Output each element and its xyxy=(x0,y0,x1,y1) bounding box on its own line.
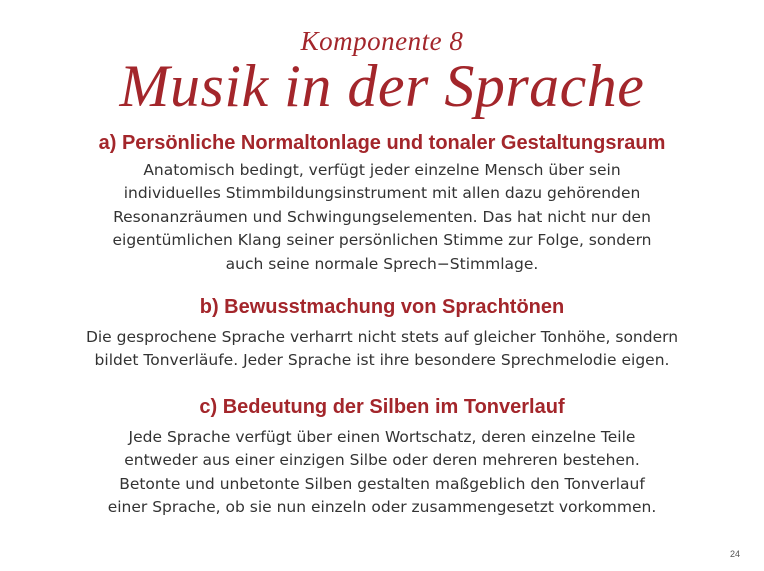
section-a xyxy=(0,130,764,276)
section-body: Jede Sprache verfügt über einen Wortschatz, deren einzelne Teile entweder aus einer einzigen Silbe oder deren mehreren bestehen. Betonte und unbetonte Silben gestalten maßgeblich den Tonverlauf einer Sprache, ob sie nun einzeln oder zusammengesetzt vorkommen. xyxy=(107,428,657,517)
section-c xyxy=(0,394,764,520)
section-b xyxy=(0,294,764,373)
page-title: Musik in der Sprache xyxy=(119,53,645,119)
component-label: Komponente 8 xyxy=(300,26,464,56)
section-heading: a) Persönliche Normaltonlage und tonaler Gestaltungsraum xyxy=(98,132,666,154)
section-body: Anatomisch bedingt, verfügt jeder einzelne Mensch über sein individuelles Stimmbildungsinstrument mit allen dazu gehörenden Resonanzräumen und Schwingungselementen. Das hat nicht nur den eigentümlichen Klang seiner persönlichen Stimme zur Folge, sondern auch seine normale Sprech−Stimmlage. xyxy=(112,161,652,273)
section-heading: c) Bedeutung der Silben im Tonverlauf xyxy=(199,396,565,418)
page-number: 24 xyxy=(729,549,740,559)
section-body: Die gesprochene Sprache verharrt nicht stets auf gleicher Tonhöhe, sondern bildet Tonverläufe. Jeder Sprache ist ihre besondere Sprechmelodie eigen. xyxy=(85,328,679,370)
section-heading: b) Bewusstmachung von Sprachtönen xyxy=(199,296,565,318)
